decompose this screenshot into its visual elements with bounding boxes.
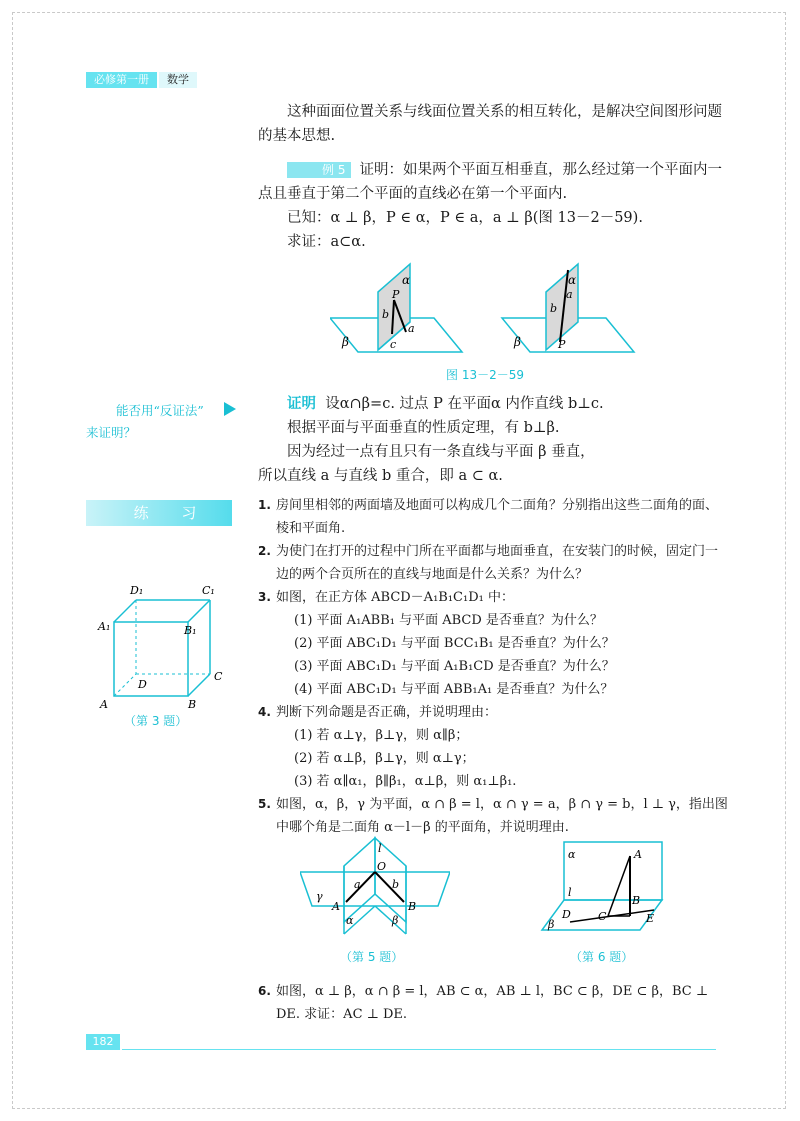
fig5-label-pb: B <box>408 900 417 913</box>
label-p-left: P <box>392 288 400 301</box>
exercise-1-number: 1. <box>258 498 271 512</box>
edge-b1-c1 <box>188 600 210 622</box>
example-statement: 证明：如果两个平面互相垂直，那么经过第一个平面内一点且垂直于第二个平面的直线必在第一个平面内. <box>258 162 722 202</box>
cube-figure <box>96 580 226 712</box>
proof-line-1: 设α∩β=c. 过点 P 在平面α 内作直线 b⊥c. <box>325 396 604 412</box>
exercise-3-sub-4: (4) 平面 ABC₁D₁ 与平面 ABB₁A₁ 是否垂直？为什么？ <box>294 682 614 697</box>
volume-label: 必修第一册 <box>86 72 157 88</box>
side-note <box>86 400 236 444</box>
label-p-right: P <box>558 338 566 351</box>
edge-a1-d1 <box>114 600 136 622</box>
fig5-caption: （第 5 题） <box>340 950 404 964</box>
label-a-left: a <box>408 322 415 335</box>
example-label: 例 5 <box>287 162 351 178</box>
segment-ac <box>608 856 630 916</box>
fig5-label-b: b <box>392 878 400 891</box>
exercise-4-text: 判断下列命题是否正确，并说明理由： <box>276 705 498 720</box>
example-prove: 求证：a⊂α. <box>287 234 366 250</box>
practice-header <box>86 500 232 526</box>
exercise-3-sub-2: (2) 平面 ABC₁D₁ 与平面 BCC₁B₁ 是否垂直？为什么？ <box>294 636 615 651</box>
fig6-label-d: D <box>562 908 571 921</box>
proof-label: 证明 <box>287 395 316 412</box>
cube-front-face <box>114 622 188 696</box>
label-alpha-right: α <box>568 273 577 287</box>
practice-list <box>258 494 728 839</box>
fig6-caption: （第 6 题） <box>570 950 634 964</box>
example-5 <box>258 158 722 254</box>
fig5-label-l: l <box>378 842 382 855</box>
fig5-label-beta: β <box>392 914 399 927</box>
exercise-4-number: 4. <box>258 705 271 719</box>
fig59-right <box>502 264 634 352</box>
fig5-label-o: O <box>377 860 387 873</box>
fig6-label-alpha: α <box>568 848 576 861</box>
example-given: 已知：α ⊥ β，P ∈ α，P ∈ a，a ⊥ β(图 13－2－59). <box>287 210 643 226</box>
practice-list-continued <box>258 980 728 1026</box>
fig6-label-b: B <box>632 894 641 907</box>
exercise-3-number: 3. <box>258 590 271 604</box>
cube-label-c: C <box>214 670 223 683</box>
exercise-6-text: 如图，α ⊥ β，α ∩ β = l，AB ⊂ α，AB ⊥ l，BC ⊂ β，DE ⊂ β，BC ⊥ DE. 求证：AC ⊥ DE. <box>276 984 709 1022</box>
side-note-line-1: 能否用“反证法” <box>116 403 204 418</box>
fig5-label-alpha: α <box>346 914 354 927</box>
exercise-1-text: 房间里相邻的两面墙及地面可以构成几个二面角？分别指出这些二面角的面、棱和平面角. <box>276 498 719 536</box>
cube-label-d: D <box>138 678 147 691</box>
segment-de <box>570 910 654 922</box>
exercise-5-text: 如图，α，β，γ 为平面，α ∩ β = l，α ∩ γ = a，β ∩ γ = b，l ⊥ γ，指出图中哪个角是二面角 α－l－β 的平面角，并说明理由. <box>276 797 728 835</box>
exercise-1 <box>258 494 728 540</box>
cube-label-d1: D₁ <box>130 584 144 597</box>
cube-label-b: B <box>188 698 197 711</box>
exercise-4-sub-1: (1) 若 α⊥γ，β⊥γ，则 α∥β； <box>294 728 469 743</box>
fig59-left <box>330 264 462 352</box>
fig6-label-l: l <box>568 886 572 899</box>
exercise-2-number: 2. <box>258 544 271 558</box>
exercise-3 <box>258 586 728 701</box>
practice-title: 练 习 <box>133 504 211 522</box>
footer-rule <box>122 1049 716 1050</box>
figure-exercise-6 <box>530 838 670 938</box>
label-beta-right: β <box>514 335 521 349</box>
fig5-label-gamma: γ <box>316 890 323 903</box>
plane-alpha-6 <box>564 842 662 900</box>
cube-label-c1: C₁ <box>202 584 215 597</box>
proof-line-3: 因为经过一点有且只有一条直线与平面 β 垂直， <box>287 444 595 460</box>
beta-lower-edge <box>375 906 406 934</box>
fig6-label-beta: β <box>548 918 555 931</box>
proof-line-4: 所以直线 a 与直线 b 重合，即 a ⊂ α. <box>258 468 503 484</box>
exercise-6 <box>258 980 728 1026</box>
intro-paragraph: 这种面面位置关系与线面位置关系的相互转化，是解决空间图形问题的基本思想. <box>258 104 722 144</box>
fig59-caption: 图 13－2－59 <box>446 368 524 382</box>
exercise-2-text: 为使门在打开的过程中门所在平面都与地面垂直，在安装门的时候，固定门一边的两个合页所在的直线与地面是什么关系？为什么？ <box>276 544 719 582</box>
cube-label-a1: A₁ <box>98 620 111 633</box>
fig5-label-a: a <box>354 878 361 891</box>
fig5-label-pa: A <box>332 900 340 913</box>
exercise-3-sub-3: (3) 平面 ABC₁D₁ 与平面 A₁B₁CD 是否垂直？为什么？ <box>294 659 615 674</box>
exercise-2 <box>258 540 728 586</box>
exercise-4-sub-2: (2) 若 α⊥β，β⊥γ，则 α⊥γ； <box>294 751 475 766</box>
header-tag <box>86 72 197 88</box>
figure-13-2-59 <box>330 262 640 380</box>
label-alpha-left: α <box>402 273 411 287</box>
page-number: 182 <box>86 1034 120 1050</box>
label-a-right: a <box>566 288 573 301</box>
hidden-edge-a-d <box>114 674 136 696</box>
fig6-label-e: E <box>646 912 655 925</box>
cube-label-b1: B₁ <box>184 624 197 637</box>
label-beta-left: β <box>342 335 349 349</box>
subject-label: 数学 <box>159 72 197 88</box>
exercise-3-sub-1: (1) 平面 A₁ABB₁ 与平面 ABCD 是否垂直？为什么？ <box>294 613 603 628</box>
proof-block <box>258 392 722 488</box>
label-b-right: b <box>550 302 558 315</box>
edge-b-c <box>188 674 210 696</box>
exercise-4-sub-3: (3) 若 α∥α₁，β∥β₁，α⊥β，则 α₁⊥β₁. <box>294 774 517 789</box>
side-note-line-2: 来证明？ <box>86 425 137 440</box>
label-c-left: c <box>390 338 397 351</box>
fig6-label-a: A <box>634 848 642 861</box>
exercise-6-number: 6. <box>258 984 271 998</box>
proof-line-2: 根据平面与平面垂直的性质定理，有 b⊥β. <box>287 420 560 436</box>
triangle-arrow-icon <box>224 402 236 416</box>
cube-label-a: A <box>100 698 108 711</box>
exercise-5-number: 5. <box>258 797 271 811</box>
exercise-3-text: 如图，在正方体 ABCD－A₁B₁C₁D₁ 中： <box>276 590 514 605</box>
figure-exercise-5 <box>300 830 450 940</box>
cube-caption: （第 3 题） <box>124 714 188 728</box>
fig6-label-c: C <box>598 910 607 923</box>
label-b-left: b <box>382 308 390 321</box>
exercise-4 <box>258 701 728 793</box>
